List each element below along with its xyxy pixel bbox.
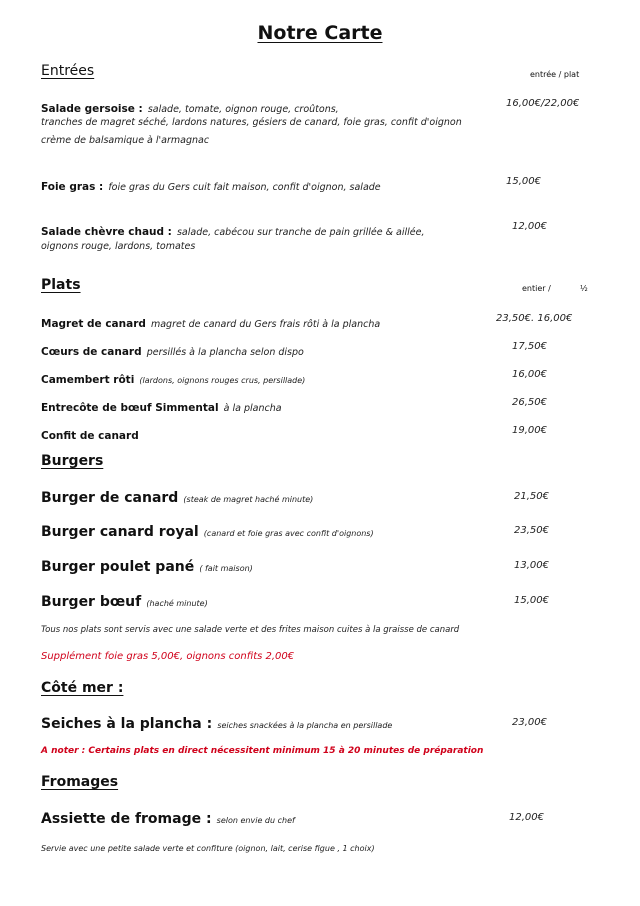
served-with-note: Tous nos plats sont servis avec une salade verte et des frites maison cuites à la graisse de canard bbox=[41, 625, 460, 635]
menu-item-camembert bbox=[41, 368, 305, 387]
item-desc: ( fait maison) bbox=[199, 564, 253, 573]
item-name: Assiette de fromage : bbox=[41, 811, 212, 827]
item-price: 15,00€ bbox=[506, 176, 541, 187]
section-heading-entrees: Entrées bbox=[41, 63, 95, 79]
menu-item-confit bbox=[41, 424, 139, 443]
menu-item-salade-gersoise bbox=[41, 97, 339, 116]
item-price: 16,00€ bbox=[512, 369, 547, 380]
cheese-served-note: Servie avec une petite salade verte et confiture (oignon, lait, cerise figue , 1 choix) bbox=[41, 844, 375, 853]
item-desc: magret de canard du Gers frais rôti à la plancha bbox=[150, 319, 381, 330]
plats-column-header-half: ½ bbox=[580, 284, 588, 293]
preparation-time-note: A noter : Certains plats en direct nécessitent minimum 15 à 20 minutes de préparation bbox=[41, 746, 484, 756]
plats-column-header-entier: entier / bbox=[522, 284, 551, 293]
item-name: Camembert rôti bbox=[41, 374, 135, 386]
item-price: 12,00€ bbox=[509, 812, 544, 823]
item-desc: persillés à la plancha selon dispo bbox=[146, 347, 304, 358]
item-desc: (lardons, oignons rouges crus, persillade) bbox=[139, 376, 306, 385]
item-desc: (steak de magret haché minute) bbox=[183, 495, 314, 504]
section-heading-fromages: Fromages bbox=[41, 774, 119, 790]
menu-item-assiette-fromage bbox=[41, 808, 295, 827]
item-name: Salade gersoise : bbox=[41, 103, 143, 115]
section-heading-plats: Plats bbox=[41, 277, 81, 293]
section-heading-burgers: Burgers bbox=[41, 453, 104, 469]
item-desc: salade, cabécou sur tranche de pain grillée & aillée, bbox=[176, 227, 425, 238]
item-name: Burger canard royal bbox=[41, 524, 199, 540]
item-desc: salade, tomate, oignon rouge, croûtons, bbox=[147, 104, 339, 115]
item-desc-line: crème de balsamique à l'armagnac bbox=[41, 135, 210, 146]
item-price: 21,50€ bbox=[514, 491, 549, 502]
item-name: Foie gras : bbox=[41, 181, 104, 193]
menu-item-burger-poulet bbox=[41, 556, 253, 575]
item-name: Burger de canard bbox=[41, 490, 179, 506]
menu-item-entrecote bbox=[41, 396, 282, 415]
item-desc: selon envie du chef bbox=[216, 816, 295, 825]
item-price: 16,00€/22,00€ bbox=[506, 98, 580, 109]
item-desc: (haché minute) bbox=[146, 599, 208, 608]
menu-item-salade-chevre-chaud bbox=[41, 220, 424, 239]
item-price: 15,00€ bbox=[514, 595, 549, 606]
page-title bbox=[0, 22, 640, 44]
supplement-note: Supplément foie gras 5,00€, oignons confits 2,00€ bbox=[41, 651, 295, 662]
item-price: 26,50€ bbox=[512, 397, 547, 408]
item-price: 23,50€ bbox=[514, 525, 549, 536]
item-desc: (canard et foie gras avec confit d'oignons) bbox=[203, 529, 374, 538]
item-name: Cœurs de canard bbox=[41, 346, 142, 358]
menu-item-seiches bbox=[41, 713, 392, 732]
section-heading-cote-mer: Côté mer : bbox=[41, 680, 124, 696]
item-name: Entrecôte de bœuf Simmental bbox=[41, 402, 219, 414]
menu-item-foie-gras bbox=[41, 175, 381, 194]
item-price: 17,50€ bbox=[512, 341, 547, 352]
menu-item-magret bbox=[41, 312, 380, 331]
item-name: Seiches à la plancha : bbox=[41, 716, 213, 732]
item-desc: à la plancha bbox=[223, 403, 282, 414]
item-price: 19,00€ bbox=[512, 425, 547, 436]
menu-item-burger-boeuf bbox=[41, 591, 208, 610]
menu-item-coeurs-canard bbox=[41, 340, 304, 359]
item-price: 12,00€ bbox=[512, 221, 547, 232]
item-name: Magret de canard bbox=[41, 318, 146, 330]
item-desc: foie gras du Gers cuit fait maison, confit d'oignon, salade bbox=[108, 182, 381, 193]
item-desc: seiches snackées à la plancha en persillade bbox=[217, 721, 393, 730]
item-name: Confit de canard bbox=[41, 430, 139, 442]
item-name: Burger bœuf bbox=[41, 594, 142, 610]
item-name: Salade chèvre chaud : bbox=[41, 226, 172, 238]
entrees-column-header: entrée / plat bbox=[530, 70, 580, 79]
item-price: 23,50€. 16,00€ bbox=[496, 313, 573, 324]
item-desc-line: oignons rouge, lardons, tomates bbox=[41, 241, 196, 252]
page-title-text: Notre Carte bbox=[257, 22, 383, 44]
item-name: Burger poulet pané bbox=[41, 559, 195, 575]
menu-item-burger-royal bbox=[41, 521, 374, 540]
item-desc-line: tranches de magret séché, lardons natures, gésiers de canard, foie gras, confit d'oignon bbox=[41, 117, 462, 128]
item-price: 13,00€ bbox=[514, 560, 549, 571]
item-price: 23,00€ bbox=[512, 717, 547, 728]
menu-item-burger-canard bbox=[41, 487, 313, 506]
